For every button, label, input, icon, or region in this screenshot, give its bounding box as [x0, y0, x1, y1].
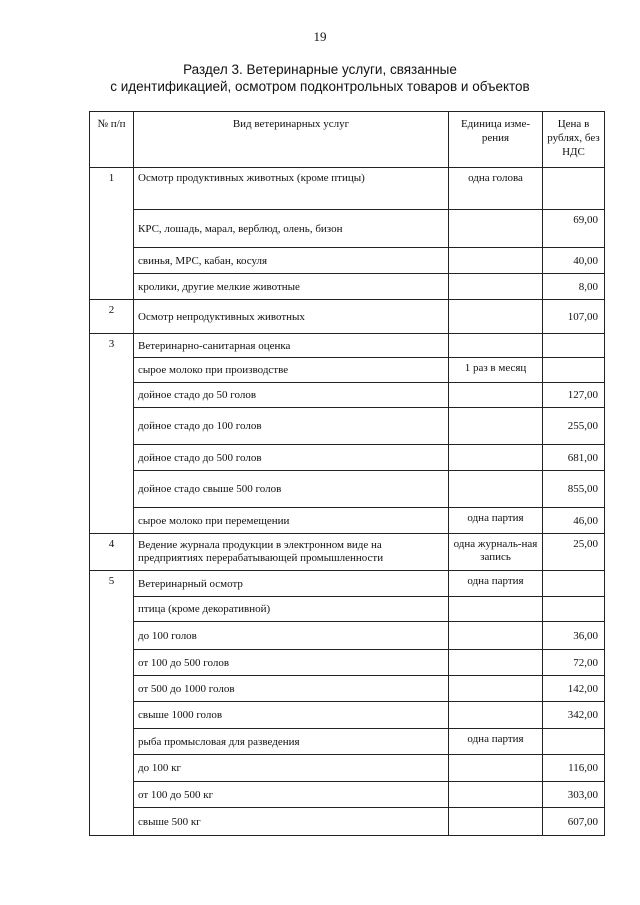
price-cell: 116,00 [543, 755, 605, 782]
service-name: до 100 кг [134, 755, 449, 782]
price-cell: 607,00 [543, 808, 605, 836]
price-cell: 107,00 [543, 300, 605, 334]
unit-cell [449, 622, 543, 650]
unit-cell [449, 782, 543, 808]
service-name: свыше 500 кг [134, 808, 449, 836]
section-title-line-1: Раздел 3. Ветеринарные услуги, связанные [183, 62, 457, 77]
service-name: Ветеринарно-санитарная оценка [134, 334, 449, 358]
price-cell: 72,00 [543, 650, 605, 676]
unit-cell: одна партия [449, 508, 543, 534]
unit-cell [449, 471, 543, 508]
service-name: птица (кроме декоративной) [134, 597, 449, 622]
row-number: 3 [90, 334, 134, 534]
price-cell: 855,00 [543, 471, 605, 508]
section-title-line-2: с идентификацией, осмотром подконтрольных товаров и объектов [110, 79, 530, 94]
table-row [90, 445, 605, 471]
price-cell: 342,00 [543, 702, 605, 729]
row-number: 5 [90, 571, 134, 836]
table-row [90, 650, 605, 676]
service-name: Ветеринарный осмотр [134, 571, 449, 597]
service-name: до 100 голов [134, 622, 449, 650]
unit-cell [449, 808, 543, 836]
unit-cell [449, 597, 543, 622]
service-name: свинья, МРС, кабан, косуля [134, 248, 449, 274]
unit-cell: одна голова [449, 168, 543, 210]
price-cell: 36,00 [543, 622, 605, 650]
table-row [90, 534, 605, 571]
table-row [90, 508, 605, 534]
services-price-table [89, 111, 605, 836]
service-name: дойное стадо до 50 голов [134, 383, 449, 408]
unit-cell: 1 раз в месяц [449, 358, 543, 383]
table-row [90, 676, 605, 702]
service-name: дойное стадо до 500 голов [134, 445, 449, 471]
unit-cell [449, 445, 543, 471]
service-name: дойное стадо до 100 голов [134, 408, 449, 445]
unit-cell [449, 650, 543, 676]
unit-cell [449, 248, 543, 274]
header-price: Цена в рублях, без НДС [543, 112, 605, 168]
table-row [90, 300, 605, 334]
table-row [90, 274, 605, 300]
table-row [90, 755, 605, 782]
price-cell [543, 571, 605, 597]
service-name: от 100 до 500 голов [134, 650, 449, 676]
unit-cell: одна партия [449, 571, 543, 597]
service-name: рыба промысловая для разведения [134, 729, 449, 755]
price-cell: 127,00 [543, 383, 605, 408]
table-row [90, 168, 605, 210]
unit-cell: одна партия [449, 729, 543, 755]
service-name: сырое молоко при производстве [134, 358, 449, 383]
unit-cell [449, 334, 543, 358]
table-header-row [90, 112, 605, 168]
header-number: № п/п [90, 112, 134, 168]
table-row [90, 471, 605, 508]
price-cell [543, 334, 605, 358]
unit-cell [449, 408, 543, 445]
price-cell: 8,00 [543, 274, 605, 300]
service-name: Осмотр непродуктивных животных [134, 300, 449, 334]
table-row [90, 210, 605, 248]
unit-cell [449, 274, 543, 300]
price-cell: 69,00 [543, 210, 605, 248]
unit-cell [449, 702, 543, 729]
table-row [90, 597, 605, 622]
row-number: 1 [90, 168, 134, 300]
row-number: 4 [90, 534, 134, 571]
table-row [90, 408, 605, 445]
unit-cell [449, 676, 543, 702]
service-name: КРС, лошадь, марал, верблюд, олень, бизон [134, 210, 449, 248]
page-number: 19 [313, 29, 327, 44]
service-name: сырое молоко при перемещении [134, 508, 449, 534]
table-row [90, 383, 605, 408]
price-cell: 40,00 [543, 248, 605, 274]
service-name: от 100 до 500 кг [134, 782, 449, 808]
header-unit: Единица изме-рения [449, 112, 543, 168]
price-cell [543, 729, 605, 755]
price-cell: 303,00 [543, 782, 605, 808]
service-name: Ведение журнала продукции в электронном виде на предприятиях перерабатывающей промышленности [134, 534, 449, 571]
price-cell [543, 597, 605, 622]
table-row [90, 729, 605, 755]
price-cell: 46,00 [543, 508, 605, 534]
service-name: дойное стадо свыше 500 голов [134, 471, 449, 508]
service-name: Осмотр продуктивных животных (кроме птицы) [134, 168, 449, 210]
price-cell: 142,00 [543, 676, 605, 702]
table-row [90, 358, 605, 383]
unit-cell [449, 300, 543, 334]
header-service: Вид ветеринарных услуг [134, 112, 449, 168]
service-name: свыше 1000 голов [134, 702, 449, 729]
service-name: от 500 до 1000 голов [134, 676, 449, 702]
table-row [90, 808, 605, 836]
table-row [90, 782, 605, 808]
unit-cell [449, 755, 543, 782]
unit-cell [449, 210, 543, 248]
section-title [0, 61, 640, 95]
unit-cell [449, 383, 543, 408]
table-row [90, 622, 605, 650]
unit-cell: одна журналь-ная запись [449, 534, 543, 571]
table-row [90, 248, 605, 274]
price-cell [543, 358, 605, 383]
price-cell: 255,00 [543, 408, 605, 445]
table-row [90, 702, 605, 729]
price-cell: 25,00 [543, 534, 605, 571]
service-name: кролики, другие мелкие животные [134, 274, 449, 300]
table-row [90, 334, 605, 358]
table-row [90, 571, 605, 597]
row-number: 2 [90, 300, 134, 334]
price-cell [543, 168, 605, 210]
price-cell: 681,00 [543, 445, 605, 471]
